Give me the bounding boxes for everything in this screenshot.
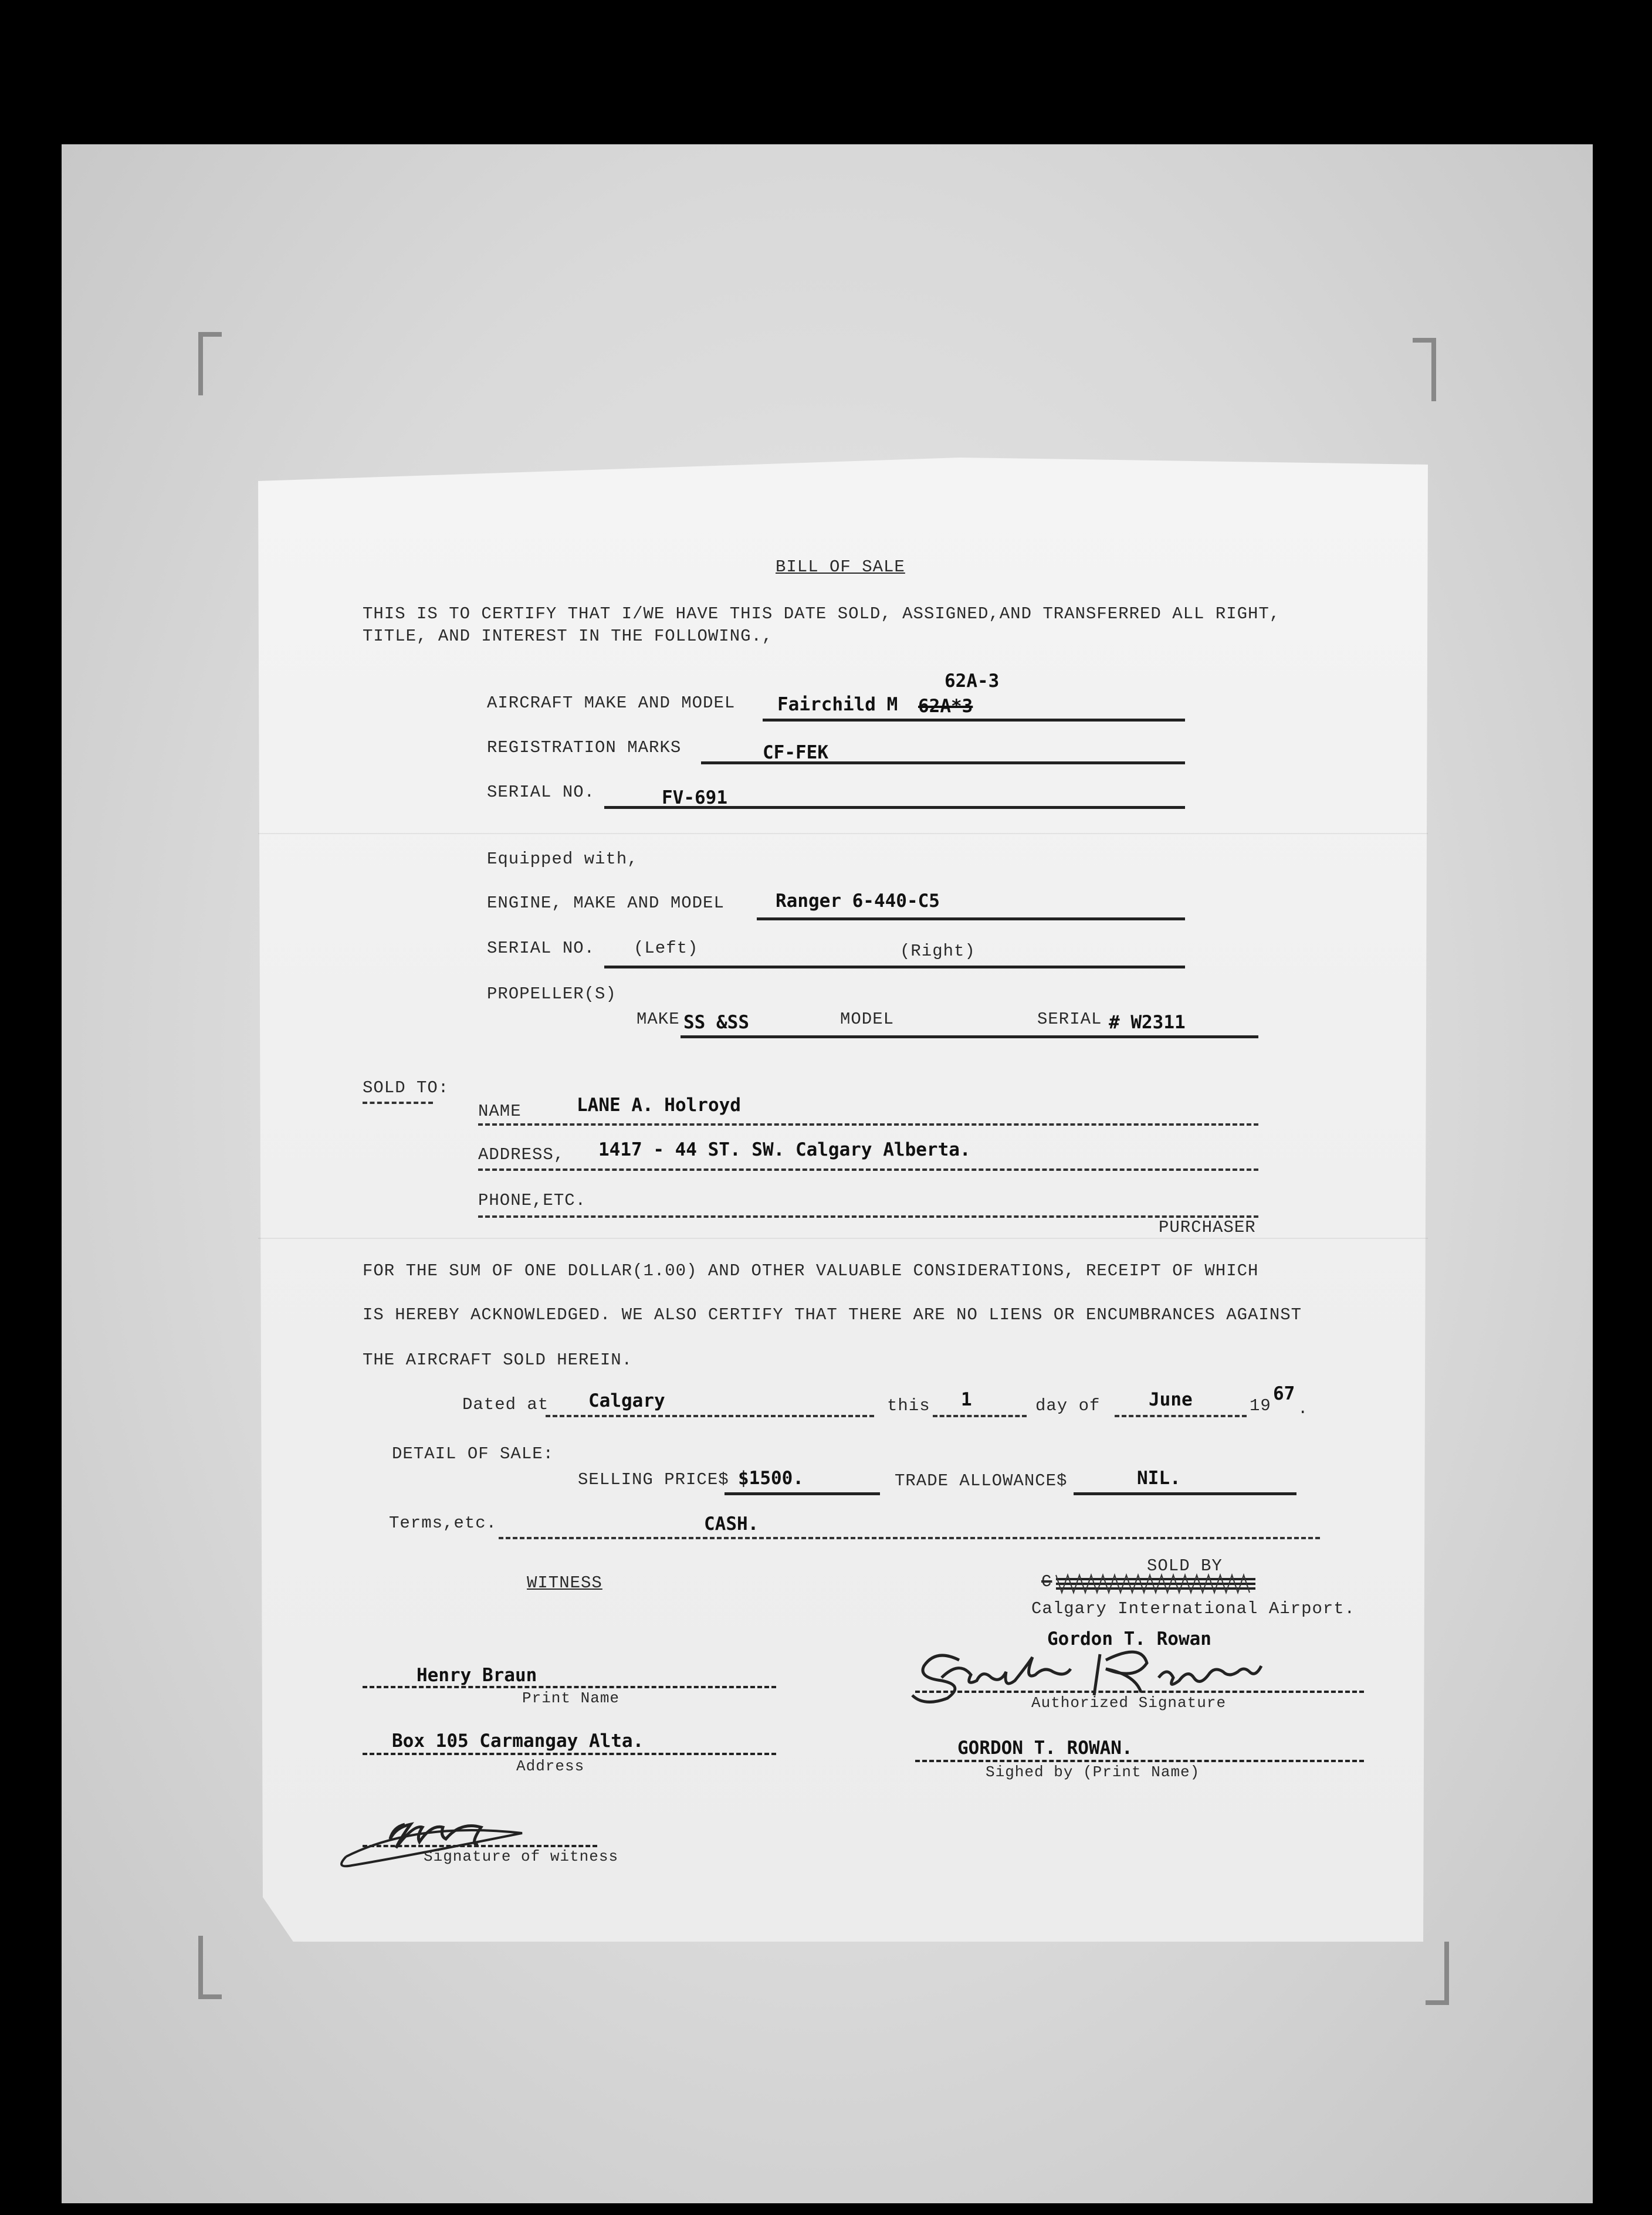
sold-to-underline bbox=[363, 1102, 433, 1104]
purchaser-name-value: LANE A. Holroyd bbox=[577, 1095, 741, 1116]
dated-place-line bbox=[546, 1415, 874, 1417]
witness-name-value: Henry Braun bbox=[417, 1665, 537, 1686]
trade-allowance-label: TRADE ALLOWANCE$ bbox=[895, 1471, 1068, 1491]
consideration-line3: THE AIRCRAFT SOLD HEREIN. bbox=[363, 1350, 633, 1370]
purchaser-name-label: NAME bbox=[478, 1102, 522, 1121]
consideration-line2: IS HEREBY ACKNOWLEDGED. WE ALSO CERTIFY THAT THERE ARE NO LIENS OR ENCUMBRANCES AGAINST bbox=[363, 1305, 1302, 1325]
propeller-model-label: MODEL bbox=[840, 1010, 895, 1029]
propeller-serial-label: SERIAL bbox=[1037, 1010, 1102, 1029]
aircraft-make-model-value: Fairchild M bbox=[777, 694, 898, 715]
crop-mark-top-right bbox=[1413, 338, 1436, 401]
propellers-label: PROPELLER(S) bbox=[487, 984, 617, 1004]
dated-year-suffix: 67 bbox=[1273, 1383, 1295, 1404]
seller-signature-caption: Authorized Signature bbox=[1031, 1694, 1227, 1712]
dated-day-line bbox=[933, 1415, 1027, 1417]
registration-value: CF-FEK bbox=[763, 742, 828, 763]
crop-mark-top-left bbox=[198, 332, 222, 395]
dated-year-prefix: 19 bbox=[1250, 1396, 1271, 1415]
purchaser-phone-line bbox=[478, 1215, 1258, 1218]
detail-of-sale-label: DETAIL OF SALE: bbox=[392, 1444, 554, 1464]
witness-signature-caption: Signature of witness bbox=[424, 1848, 619, 1865]
witness-name-caption: Print Name bbox=[522, 1689, 620, 1707]
purchaser-phone-label: PHONE,ETC. bbox=[478, 1191, 587, 1210]
propeller-make-value: SS &SS bbox=[683, 1012, 749, 1033]
seller-company-struck: C bbox=[1041, 1572, 1052, 1591]
crop-mark-bottom-right bbox=[1426, 1942, 1449, 2005]
terms-label: Terms,etc. bbox=[389, 1513, 497, 1533]
dated-day-value: 1 bbox=[961, 1389, 972, 1410]
purchaser-caption: PURCHASER bbox=[1159, 1218, 1256, 1237]
terms-line bbox=[499, 1537, 1320, 1539]
trade-allowance-value: NIL. bbox=[1137, 1468, 1181, 1489]
purchaser-address-value: 1417 - 44 ST. SW. Calgary Alberta. bbox=[598, 1139, 971, 1160]
seller-signature-line bbox=[915, 1691, 1364, 1693]
aircraft-model-struck: 62A*3 bbox=[918, 696, 973, 717]
dated-day-of-label: day of bbox=[1035, 1396, 1101, 1415]
selling-price-value: $1500. bbox=[738, 1468, 804, 1489]
aircraft-make-model-line bbox=[763, 719, 1185, 722]
seller-print-name-line bbox=[915, 1760, 1364, 1762]
dated-place-value: Calgary bbox=[588, 1390, 665, 1411]
selling-price-line bbox=[725, 1492, 880, 1495]
witness-address-line bbox=[363, 1753, 776, 1755]
consideration-line1: FOR THE SUM OF ONE DOLLAR(1.00) AND OTHER VALUABLE CONSIDERATIONS, RECEIPT OF WHICH bbox=[363, 1261, 1259, 1281]
registration-label: REGISTRATION MARKS bbox=[487, 738, 682, 757]
dated-month-line bbox=[1115, 1415, 1247, 1417]
aircraft-serial-line bbox=[604, 806, 1185, 809]
selling-price-label: SELLING PRICE$ bbox=[578, 1470, 729, 1489]
aircraft-model-correction: 62A-3 bbox=[945, 670, 1000, 692]
aircraft-serial-value: FV-691 bbox=[662, 787, 727, 808]
purchaser-name-line bbox=[478, 1123, 1258, 1126]
dated-month-value: June bbox=[1149, 1389, 1193, 1410]
trade-allowance-line bbox=[1074, 1492, 1296, 1495]
aircraft-serial-label: SERIAL NO. bbox=[487, 783, 595, 802]
certify-text-line1: THIS IS TO CERTIFY THAT I/WE HAVE THIS DATE SOLD, ASSIGNED,AND TRANSFERRED ALL RIGHT, bbox=[363, 604, 1281, 624]
witness-address-caption: Address bbox=[516, 1757, 585, 1775]
sold-by-label: SOLD BY bbox=[1147, 1556, 1223, 1576]
witness-heading: WITNESS bbox=[527, 1573, 602, 1593]
paper-fold bbox=[258, 1238, 1428, 1239]
document-title: BILL OF SALE bbox=[776, 557, 905, 577]
crop-mark-bottom-left bbox=[198, 1936, 222, 1999]
purchaser-address-line bbox=[478, 1169, 1258, 1171]
propeller-serial-value: # W2311 bbox=[1109, 1012, 1186, 1033]
struck-company-scribble bbox=[1056, 1572, 1255, 1596]
seller-print-caption: Sighed by (Print Name) bbox=[986, 1763, 1200, 1781]
purchaser-address-label: ADDRESS, bbox=[478, 1145, 565, 1164]
dated-period: . bbox=[1298, 1399, 1309, 1418]
seller-location: Calgary International Airport. bbox=[1031, 1599, 1356, 1618]
witness-name-line bbox=[363, 1686, 776, 1688]
engine-serial-label: SERIAL NO. bbox=[487, 939, 595, 958]
dated-this-label: this bbox=[887, 1396, 930, 1415]
engine-label: ENGINE, MAKE AND MODEL bbox=[487, 893, 725, 913]
witness-address-value: Box 105 Carmangay Alta. bbox=[392, 1730, 644, 1752]
certify-text-line2: TITLE, AND INTEREST IN THE FOLLOWING., bbox=[363, 626, 773, 646]
engine-serial-right-label: (Right) bbox=[900, 941, 976, 961]
engine-value: Ranger 6-440-C5 bbox=[776, 890, 940, 912]
propeller-line bbox=[681, 1035, 1258, 1038]
witness-signature-line bbox=[363, 1845, 597, 1847]
equipped-with-label: Equipped with, bbox=[487, 849, 638, 869]
seller-print-name: GORDON T. ROWAN. bbox=[957, 1738, 1133, 1759]
paper-fold bbox=[258, 833, 1428, 834]
propeller-make-label: MAKE bbox=[637, 1010, 680, 1029]
engine-serial-left-label: (Left) bbox=[634, 939, 699, 958]
dated-at-label: Dated at bbox=[462, 1395, 549, 1414]
sold-to-label: SOLD TO: bbox=[363, 1078, 449, 1098]
engine-line bbox=[757, 917, 1185, 920]
terms-value: CASH. bbox=[704, 1513, 759, 1535]
bill-of-sale-sheet bbox=[258, 458, 1428, 1942]
engine-serial-line bbox=[604, 966, 1185, 968]
registration-line bbox=[701, 761, 1185, 764]
seller-name-handwritten: Gordon T. Rowan bbox=[1047, 1628, 1211, 1650]
witness-signature bbox=[340, 1807, 598, 1877]
aircraft-make-model-label: AIRCRAFT MAKE AND MODEL bbox=[487, 693, 736, 713]
